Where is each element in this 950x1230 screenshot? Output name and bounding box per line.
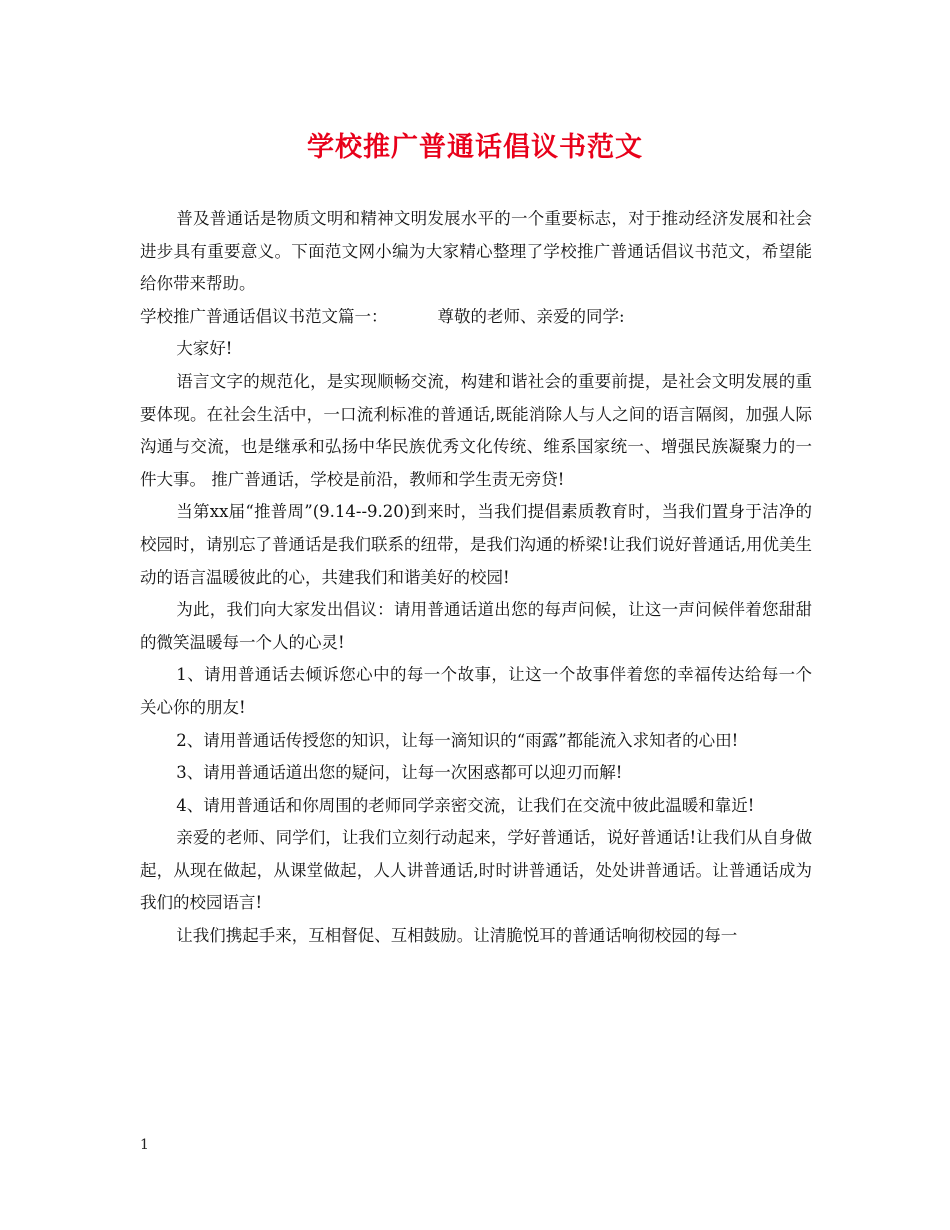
document-title: 学校推广普通话倡议书范文 (307, 132, 643, 163)
section-heading: 学校推广普通话倡议书范文篇一： (140, 306, 388, 326)
body-paragraph-3: 为此，我们向大家发出倡议：请用普通话道出您的每声问候，让这一声问候伴着您甜甜的微笑温暖每一个人的心灵! (140, 600, 812, 652)
salutation: 尊敬的老师、亲爱的同学: (437, 306, 625, 326)
body-paragraph-1: 语言文字的规范化，是实现顺畅交流，构建和谐社会的重要前提，是社会文明发展的重要体现。在社会生活中，一口流利标准的普通话,既能消除人与人之间的语言隔阂，加强人际沟通与交流，也是继承和弘扬中华民族优秀文化传统、维系国家统一、增强民族凝聚力的一件大事。 推广普通话，学校是前沿，教师和学生责无旁贷! (140, 371, 812, 489)
proposal-item-4: 4、请用普通话和你周围的老师同学亲密交流，让我们在交流中彼此温暖和靠近! (176, 795, 755, 815)
body-paragraph-4: 亲爱的老师、同学们，让我们立刻行动起来，学好普通话，说好普通话!让我们从自身做起，从现在做起，从课堂做起，人人讲普通话,时时讲普通话，处处讲普通话。让普通话成为我们的校园语言! (140, 828, 812, 913)
proposal-item-2: 2、请用普通话传授您的知识，让每一滴知识的“雨露”都能流入求知者的心田! (176, 730, 739, 750)
proposal-item-3: 3、请用普通话道出您的疑问，让每一次困惑都可以迎刃而解! (176, 763, 623, 783)
proposal-item-1: 1、请用普通话去倾诉您心中的每一个故事，让这一个故事伴着您的幸福传达给每一个关心你的朋友! (140, 665, 812, 717)
intro-paragraph: 普及普通话是物质文明和精神文明发展水平的一个重要标志，对于推动经济发展和社会进步具有重要意义。下面范文网小编为大家精心整理了学校推广普通话倡议书范文，希望能给你带来帮助。 (140, 209, 812, 294)
document-body (140, 203, 812, 953)
section-heading-line (140, 301, 812, 334)
greeting: 大家好! (176, 339, 233, 359)
page-number: 1 (140, 1137, 149, 1153)
body-paragraph-5: 让我们携起手来，互相督促、互相鼓励。让清脆悦耳的普通话响彻校园的每一 (176, 926, 738, 946)
body-paragraph-2: 当第xx届“推普周”(9.14--9.20)到来时，当我们提倡素质教育时，当我们置身于洁净的校园时，请别忘了普通话是我们联系的纽带，是我们沟通的桥梁!让我们说好普通话,用优美生动的语言温暖彼此的心，共建我们和谐美好的校园! (140, 502, 812, 587)
